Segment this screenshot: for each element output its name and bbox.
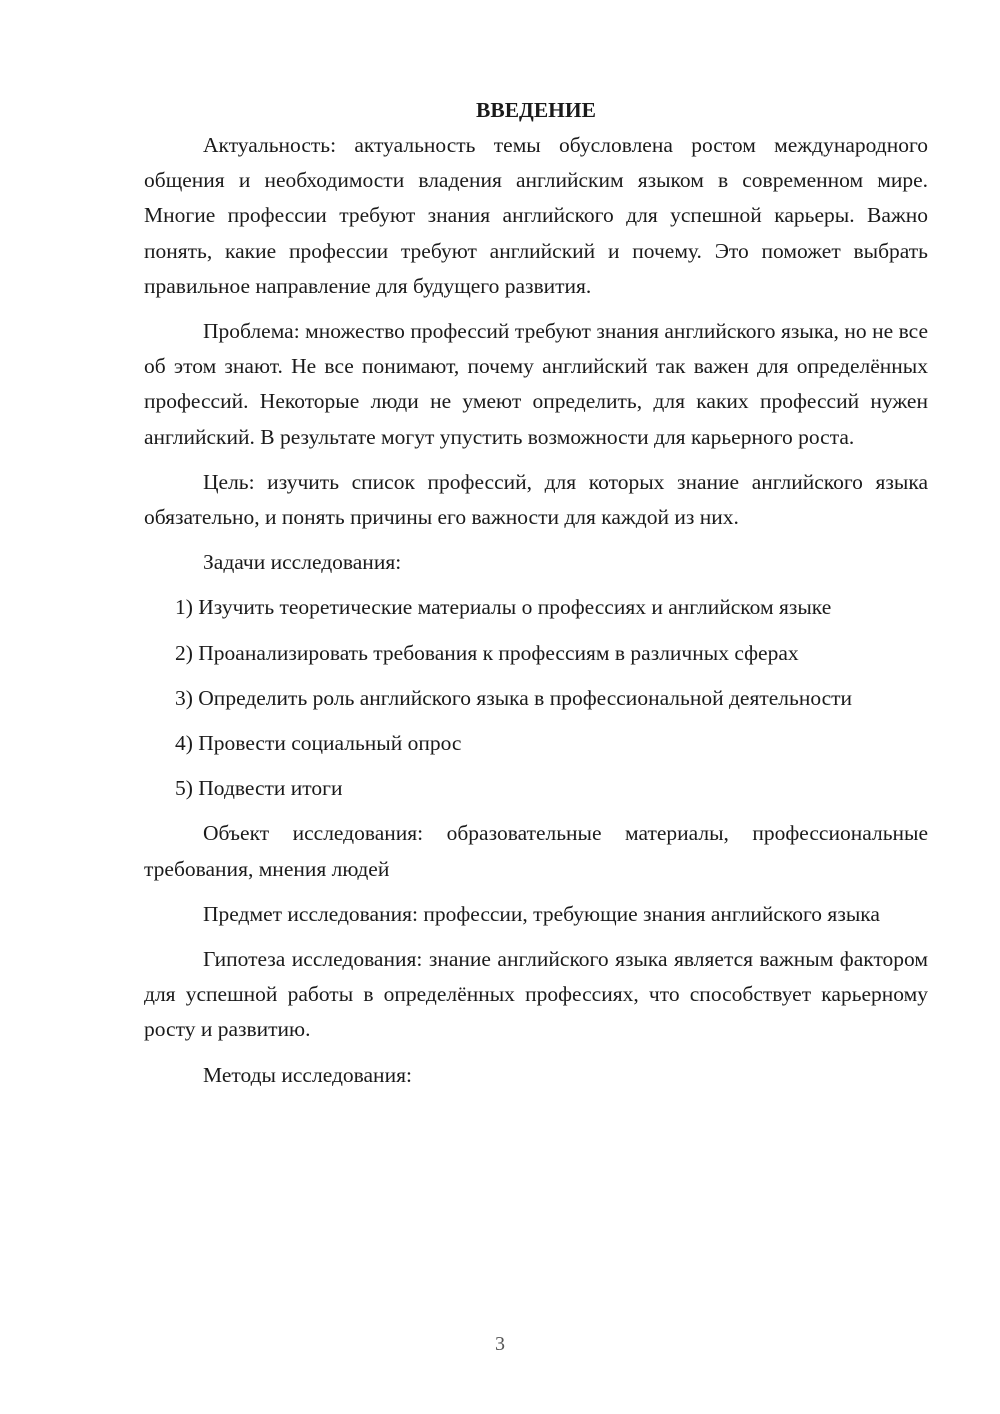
task-item-3: 3) Определить роль английского языка в профессиональной деятельности bbox=[175, 685, 853, 710]
tasks-heading: Задачи исследования: bbox=[203, 550, 402, 575]
paragraph-subject: Предмет исследования: профессии, требующие знания английского языка bbox=[203, 901, 880, 926]
section-title: ВВЕДЕНИЕ bbox=[476, 98, 596, 122]
paragraph-relevance: Актуальность: актуальность темы обусловлена ростом международного общения и необходимости владения английским языком в современном мире. Многие профессии требуют знания английского для успешной карьеры. Важно понять, какие профессии требуют английский и почему. Это поможет выбрать правильное направление для будущего развития. bbox=[144, 133, 928, 298]
task-item-1: 1) Изучить теоретические материалы о профессиях и английском языке bbox=[175, 595, 832, 620]
task-item-4: 4) Провести социальный опрос bbox=[175, 731, 462, 756]
paragraph-problem: Проблема: множество профессий требуют знания английского языка, но не все об этом знают. Не все понимают, почему английский так важен для определённых профессий. Некоторые люди не умеют определить, для каких профессий нужен английский. В результате могут упустить возможности для карьерного роста. bbox=[144, 319, 928, 449]
methods-heading: Методы исследования: bbox=[203, 1062, 412, 1087]
paragraph-object: Объект исследования: образовательные материалы, профессиональные требования, мнения людей bbox=[144, 821, 928, 881]
page-number: 3 bbox=[495, 1333, 505, 1355]
paragraph-goal: Цель: изучить список профессий, для которых знание английского языка обязательно, и понять причины его важности для каждой из них. bbox=[144, 469, 928, 530]
document-page bbox=[144, 92, 928, 1093]
paragraph-hypothesis: Гипотеза исследования: знание английского языка является важным фактором для успешной работы в определённых профессиях, что способствует карьерному росту и развитию. bbox=[144, 947, 928, 1042]
task-item-5: 5) Подвести итоги bbox=[175, 776, 343, 801]
task-item-2: 2) Проанализировать требования к профессиям в различных сферах bbox=[175, 640, 799, 665]
